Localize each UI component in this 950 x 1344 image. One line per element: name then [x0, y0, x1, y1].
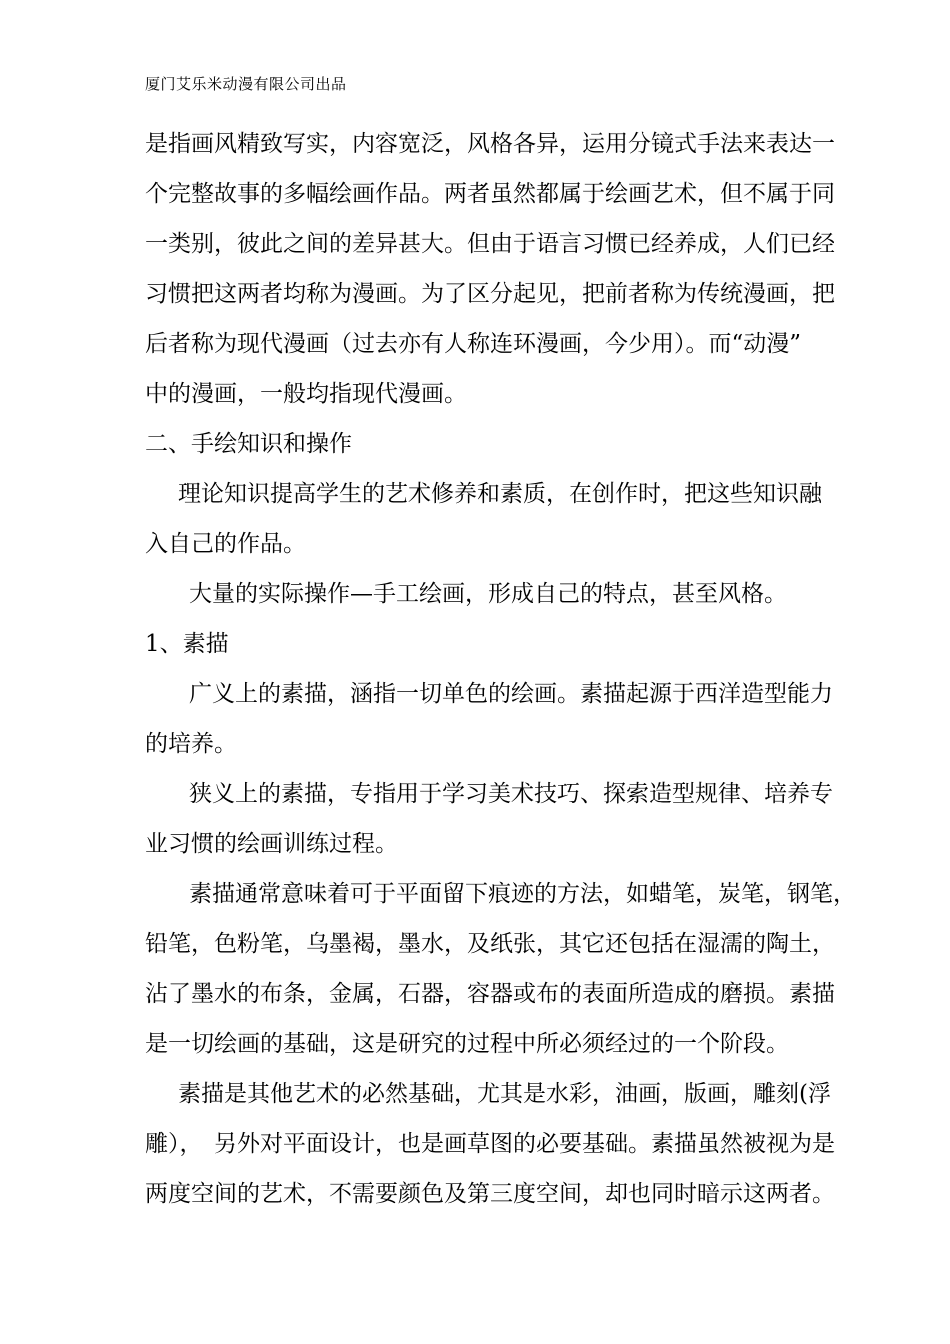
text-line: 中的漫画，一般均指现代漫画。 — [145, 381, 467, 407]
section-heading: 二、手绘知识和操作 — [145, 431, 352, 457]
text-line: 雕）， 另外对平面设计，也是画草图的必要基础。素描虽然被视为是 — [145, 1131, 835, 1157]
text-line: 沾了墨水的布条，金属，石器，容器或布的表面所造成的磨损。素描 — [145, 981, 835, 1007]
text-line: 一类别，彼此之间的差异甚大。但由于语言习惯已经养成，人们已经 — [145, 231, 835, 257]
page-header: 厦门艾乐米动漫有限公司出品 — [145, 75, 347, 93]
text-line: 两度空间的艺术，不需要颜色及第三度空间，却也同时暗示这两者。 — [145, 1181, 835, 1207]
text-line: 铅笔，色粉笔，乌墨褐，墨水，及纸张，其它还包括在湿濡的陶土， — [145, 931, 835, 957]
text-line: 的培养。 — [145, 731, 237, 757]
text-line: 后者称为现代漫画（过去亦有人称连环漫画，今少用）。而“动漫” — [145, 331, 802, 357]
text-line: 是指画风精致写实，内容宽泛，风格各异，运用分镜式手法来表达一 — [145, 131, 835, 157]
text-line: 素描是其他艺术的必然基础，尤其是水彩，油画，版画，雕刻(浮 — [178, 1081, 831, 1107]
document-body — [145, 119, 856, 1219]
text-line: 狭义上的素描，专指用于学习美术技巧、探索造型规律、培养专 — [189, 781, 833, 807]
subsection-heading: 1、素描 — [145, 631, 229, 657]
text-line: 素描通常意味着可于平面留下痕迹的方法，如蜡笔，炭笔，钢笔， — [189, 881, 856, 907]
text-line: 广义上的素描，涵指一切单色的绘画。素描起源于西洋造型能力 — [189, 681, 833, 707]
text-line: 大量的实际操作—手工绘画，形成自己的特点，甚至风格。 — [189, 581, 787, 607]
text-line: 入自己的作品。 — [145, 531, 306, 557]
text-line: 是一切绘画的基础，这是研究的过程中所必须经过的一个阶段。 — [145, 1031, 789, 1057]
text-line: 业习惯的绘画训练过程。 — [145, 831, 398, 857]
text-line: 习惯把这两者均称为漫画。为了区分起见，把前者称为传统漫画，把 — [145, 281, 835, 307]
text-line: 理论知识提高学生的艺术修养和素质，在创作时，把这些知识融 — [178, 481, 822, 507]
text-line: 个完整故事的多幅绘画作品。两者虽然都属于绘画艺术，但不属于同 — [145, 181, 835, 207]
